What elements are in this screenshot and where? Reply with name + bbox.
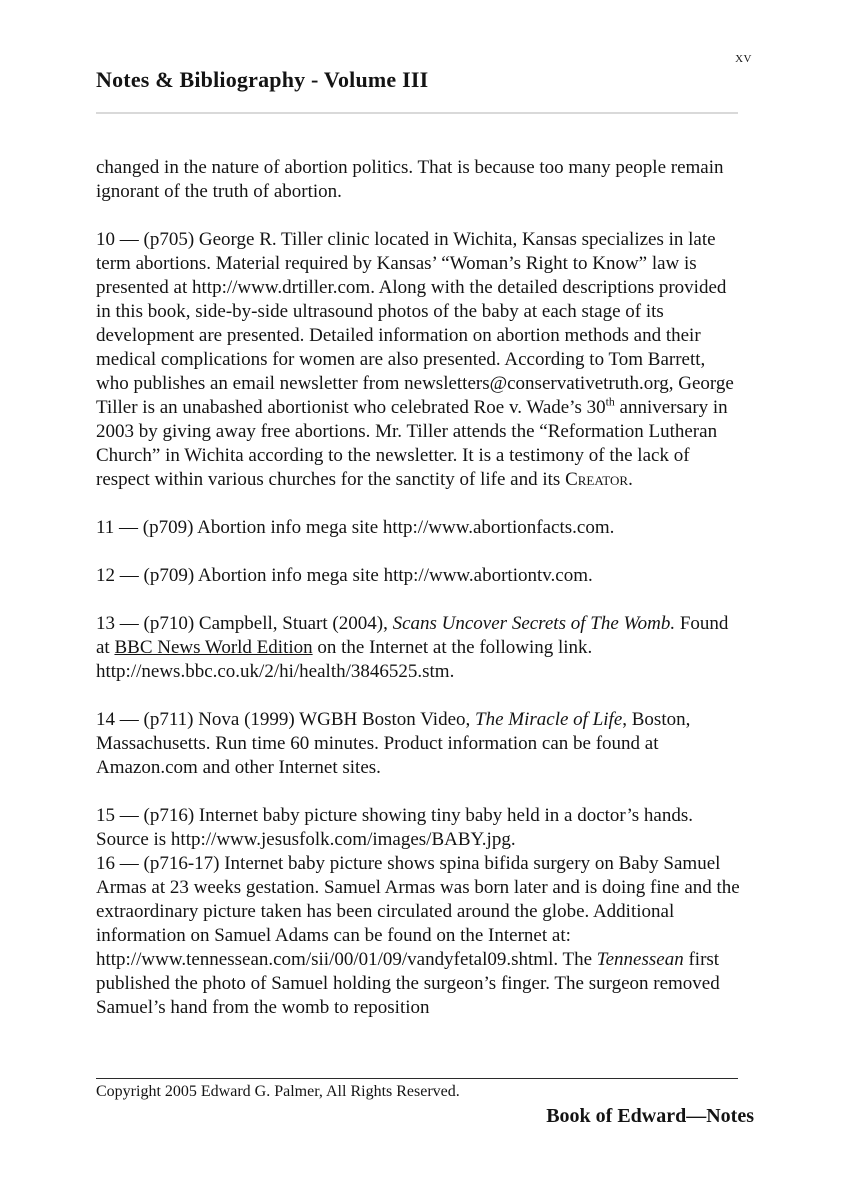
note-item-16	[96, 852, 742, 1020]
footer-divider	[96, 1078, 738, 1079]
page-header	[96, 66, 738, 114]
text-run: 14 — (p711) Nova (1999) WGBH Boston Video,	[96, 709, 476, 730]
text-run: Found at	[96, 613, 729, 658]
note-item-14	[96, 708, 742, 780]
underlined-source-name: BBC News World Edition	[114, 637, 313, 658]
text-run: 15 — (p716) Internet baby picture showing tiny baby held in a doctor’s hands. Source is http://www.jesusfolk.com/images/BABY.jpg.	[96, 805, 693, 850]
text-run: on the Internet at the following link. http://news.bbc.co.uk/2/hi/health/3846525.stm.	[96, 637, 593, 682]
text-run: .	[628, 469, 633, 490]
book-title-footer: Book of Edward—Notes	[546, 1105, 754, 1127]
italic-work-title: Scans Uncover Secrets of The Womb.	[392, 613, 676, 634]
page-title: Notes & Bibliography - Volume III	[96, 67, 429, 92]
text-run: 12 — (p709) Abortion info mega site http://www.abortiontv.com.	[96, 565, 593, 586]
superscript-ordinal: th	[605, 395, 615, 409]
note-item-12	[96, 564, 742, 588]
small-caps-word: Creator	[565, 469, 629, 490]
text-run: first published the photo of Samuel holding the surgeon’s finger. The surgeon removed Samuel’s hand from the womb to reposition	[96, 949, 720, 1018]
note-item-11	[96, 516, 742, 540]
note-item-15	[96, 804, 742, 852]
note-item-13	[96, 612, 742, 684]
text-run: anniversary in 2003 by giving away free abortions. Mr. Tiller attends the “Reformation Lutheran Church” in Wichita according to the newsletter. It is a testimony of the lack of respect within various churches for the sanctity of life and its	[96, 397, 728, 490]
paragraph-continuation	[96, 156, 742, 204]
text-run: , Boston, Massachusetts. Run time 60 minutes. Product information can be found at Amazon.com and other Internet sites.	[96, 709, 691, 778]
page-number: xv	[735, 50, 752, 66]
italic-publication-name: Tennessean	[596, 949, 684, 970]
note-item-10	[96, 228, 742, 492]
text-run: 11 — (p709) Abortion info mega site http://www.abortionfacts.com.	[96, 517, 615, 538]
notes-body	[96, 156, 742, 1020]
page-footer	[96, 1078, 754, 1128]
italic-work-title: The Miracle of Life	[475, 709, 623, 730]
text-run: changed in the nature of abortion politics. That is because too many people remain ignorant of the truth of abortion.	[96, 157, 724, 202]
header-divider	[96, 112, 738, 114]
text-run: 16 — (p716-17) Internet baby picture shows spina bifida surgery on Baby Samuel Armas at 23 weeks gestation. Samuel Armas was born later and is doing fine and the extraordinary picture taken has been circulated around the globe. Additional information on Samuel Adams can be found on the Internet at: http://www.tennessean.com/sii/00/01/09/vandyfetal09.shtml. The	[96, 853, 740, 970]
text-run: 13 — (p710) Campbell, Stuart (2004),	[96, 613, 393, 634]
text-run: 10 — (p705) George R. Tiller clinic located in Wichita, Kansas specializes in late term abortions. Material required by Kansas’ “Woman’s Right to Know” law is presented at http://www.drtiller.com. Along with the detailed descriptions provided in this book, side-by-side ultrasound photos of the baby at each stage of its development are presented. Detailed information on abortion methods and their medical complications for women are also presented. According to Tom Barrett, who publishes an email newsletter from newsletters@conservativetruth.org, George Tiller is an unabashed abortionist who celebrated Roe v. Wade’s 30	[96, 229, 734, 418]
copyright-text: Copyright 2005 Edward G. Palmer, All Rights Reserved.	[96, 1083, 460, 1100]
